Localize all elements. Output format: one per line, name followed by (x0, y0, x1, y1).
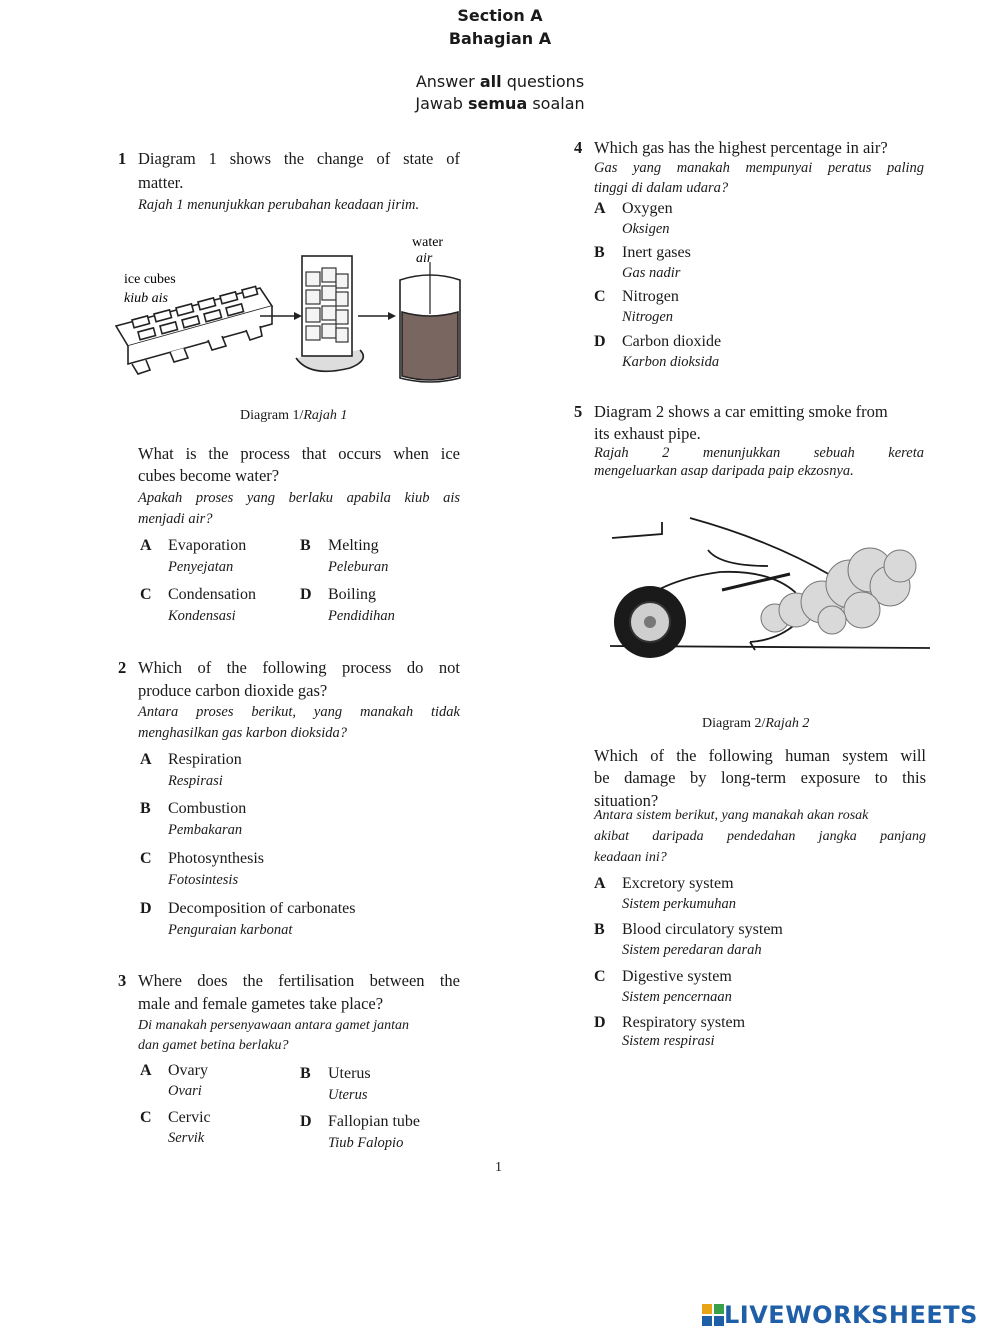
q5-option-a-malay: Sistem perkumuhan (622, 896, 736, 912)
q4-option-b[interactable]: B Inert gases (594, 244, 691, 261)
q1-option-a-malay: Penyejatan (168, 559, 234, 575)
glass-with-water (400, 262, 460, 382)
q2-text-line1: Which of the following process do not (138, 658, 460, 677)
q4-text: Which gas has the highest percentage in air? (594, 138, 888, 157)
instruction-english: Answer all questions (415, 72, 585, 91)
page-number: 1 (495, 1160, 502, 1175)
q1-ask-line1: What is the process that occurs when ice (138, 444, 460, 463)
q5-ask-line3: situation? (594, 791, 659, 810)
q5-text-malay-line1: Rajah 2 menunjukkan sebuah kereta (594, 445, 924, 461)
diagram-1-caption: Diagram 1/Rajah 1 (240, 408, 348, 423)
q1-option-c[interactable]: C Condensation (140, 586, 256, 603)
q4-option-c-malay: Nitrogen (622, 309, 674, 325)
q2-text-line2: produce carbon dioxide gas? (138, 681, 328, 700)
q4-option-d[interactable]: D Carbon dioxide (594, 333, 722, 350)
q3-text-line2: male and female gametes take place? (138, 994, 384, 1013)
q3-option-d-malay: Tiub Falopio (328, 1135, 404, 1151)
q5-number: 5 (574, 402, 583, 421)
q1-option-a[interactable]: A Evaporation (140, 537, 247, 554)
q5-option-d[interactable]: D Respiratory system (594, 1014, 746, 1031)
q5-option-a[interactable]: A Excretory system (594, 875, 734, 892)
q1-option-d[interactable]: D Boiling (300, 586, 377, 603)
q2-option-c-malay: Fotosintesis (168, 872, 239, 888)
q4-number: 4 (574, 138, 583, 157)
label-water: water (412, 235, 444, 250)
q5-ask-line1: Which of the following human system will (594, 746, 926, 765)
q5-option-c[interactable]: C Digestive system (594, 968, 732, 985)
q5-ask-malay-line3: keadaan ini? (594, 850, 667, 865)
section-title: Section A (457, 6, 543, 25)
liveworksheets-logo (702, 1300, 978, 1330)
label-air: air (416, 251, 433, 266)
q4-text-malay-line1: Gas yang manakah mempunyai peratus paling (594, 160, 924, 176)
q1-text-line2: matter. (138, 173, 184, 192)
q5-text-line2: its exhaust pipe. (594, 424, 701, 443)
q3-text-line1: Where does the fertilisation between the (138, 971, 460, 990)
q4-text-malay-line2: tinggi di dalam udara? (594, 180, 729, 196)
q3-text-malay-line2: dan gamet betina berlaku? (138, 1038, 289, 1053)
diagram-2-caption: Diagram 2/Rajah 2 (702, 716, 810, 731)
q5-text-line1: Diagram 2 shows a car emitting smoke from (594, 402, 888, 421)
q4-option-c[interactable]: C Nitrogen (594, 288, 679, 305)
q2-option-b[interactable]: B Combustion (140, 800, 247, 817)
q1-ask-malay-line2: menjadi air? (138, 511, 213, 527)
q5-option-b-malay: Sistem peredaran darah (622, 942, 762, 958)
diagram-1-change-of-state (110, 228, 470, 388)
q5-option-b[interactable]: B Blood circulatory system (594, 921, 783, 938)
car-roof-line (612, 522, 662, 538)
label-ice-cubes: ice cubes (124, 272, 176, 287)
q1-text-malay: Rajah 1 menunjukkan perubahan keadaan jirim. (138, 197, 420, 213)
q5-ask-malay-line2: akibat daripada pendedahan jangka panjang (594, 829, 926, 844)
q5-ask-line2: be damage by long-term exposure to this (594, 768, 926, 787)
q3-number: 3 (118, 971, 127, 990)
q3-option-d[interactable]: D Fallopian tube (300, 1113, 420, 1130)
q2-option-c[interactable]: C Photosynthesis (140, 850, 265, 867)
q1-number: 1 (118, 149, 127, 168)
q1-option-b-malay: Peleburan (328, 559, 389, 575)
brand-name: LIVEWORKSHEETS (724, 1301, 978, 1329)
instruction-malay: Jawab semua soalan (415, 94, 585, 113)
exhaust-smoke (761, 548, 916, 634)
q2-option-d-malay: Penguraian karbonat (168, 922, 293, 938)
q2-text-malay-line1: Antara proses berikut, yang manakah tidak (138, 704, 460, 720)
q3-option-b[interactable]: B Uterus (300, 1065, 371, 1082)
car-rear-window-edge (690, 518, 832, 576)
q2-option-a[interactable]: A Respiration (140, 751, 242, 768)
q1-text-line1: Diagram 1 shows the change of state of (138, 149, 460, 168)
q3-text-malay-line1: Di manakah persenyawaan antara gamet jantan (138, 1018, 410, 1033)
q3-option-a-malay: Ovari (168, 1083, 202, 1099)
q3-option-c[interactable]: C Cervic (140, 1109, 211, 1126)
glass-with-ice (296, 256, 363, 371)
liveworksheets-grid-icon (702, 1304, 724, 1326)
diagram-2-car-exhaust (600, 510, 930, 680)
q3-option-b-malay: Uterus (328, 1087, 368, 1103)
section-title-malay: Bahagian A (448, 29, 552, 48)
q3-option-c-malay: Servik (168, 1130, 205, 1146)
q1-option-b[interactable]: B Melting (300, 537, 379, 554)
q4-option-a-malay: Oksigen (622, 221, 670, 237)
q2-number: 2 (118, 658, 127, 677)
q1-option-d-malay: Pendidihan (328, 608, 395, 624)
q2-option-d[interactable]: D Decomposition of carbonates (140, 900, 356, 917)
q1-ask-line2: cubes become water? (138, 466, 280, 485)
q2-option-b-malay: Pembakaran (168, 822, 243, 838)
q5-option-d-malay: Sistem respirasi (622, 1033, 715, 1049)
label-kiub-ais: kiub ais (124, 291, 168, 306)
q5-text-malay-line2: mengeluarkan asap daripada paip ekzosnya. (594, 463, 854, 479)
car-window (708, 550, 768, 566)
q1-option-c-malay: Kondensasi (168, 608, 236, 624)
q2-text-malay-line2: menghasilkan gas karbon dioksida? (138, 725, 348, 741)
q4-option-d-malay: Karbon dioksida (622, 354, 720, 370)
q1-ask-malay-line1: Apakah proses yang berlaku apabila kiub ais (138, 490, 460, 506)
q5-option-c-malay: Sistem pencernaan (622, 989, 732, 1005)
q4-option-a[interactable]: A Oxygen (594, 200, 673, 217)
q2-option-a-malay: Respirasi (168, 773, 223, 789)
q5-ask-malay-line1: Antara sistem berikut, yang manakah akan rosak (594, 808, 869, 823)
q3-option-a[interactable]: A Ovary (140, 1062, 208, 1079)
q4-option-b-malay: Gas nadir (622, 265, 681, 281)
